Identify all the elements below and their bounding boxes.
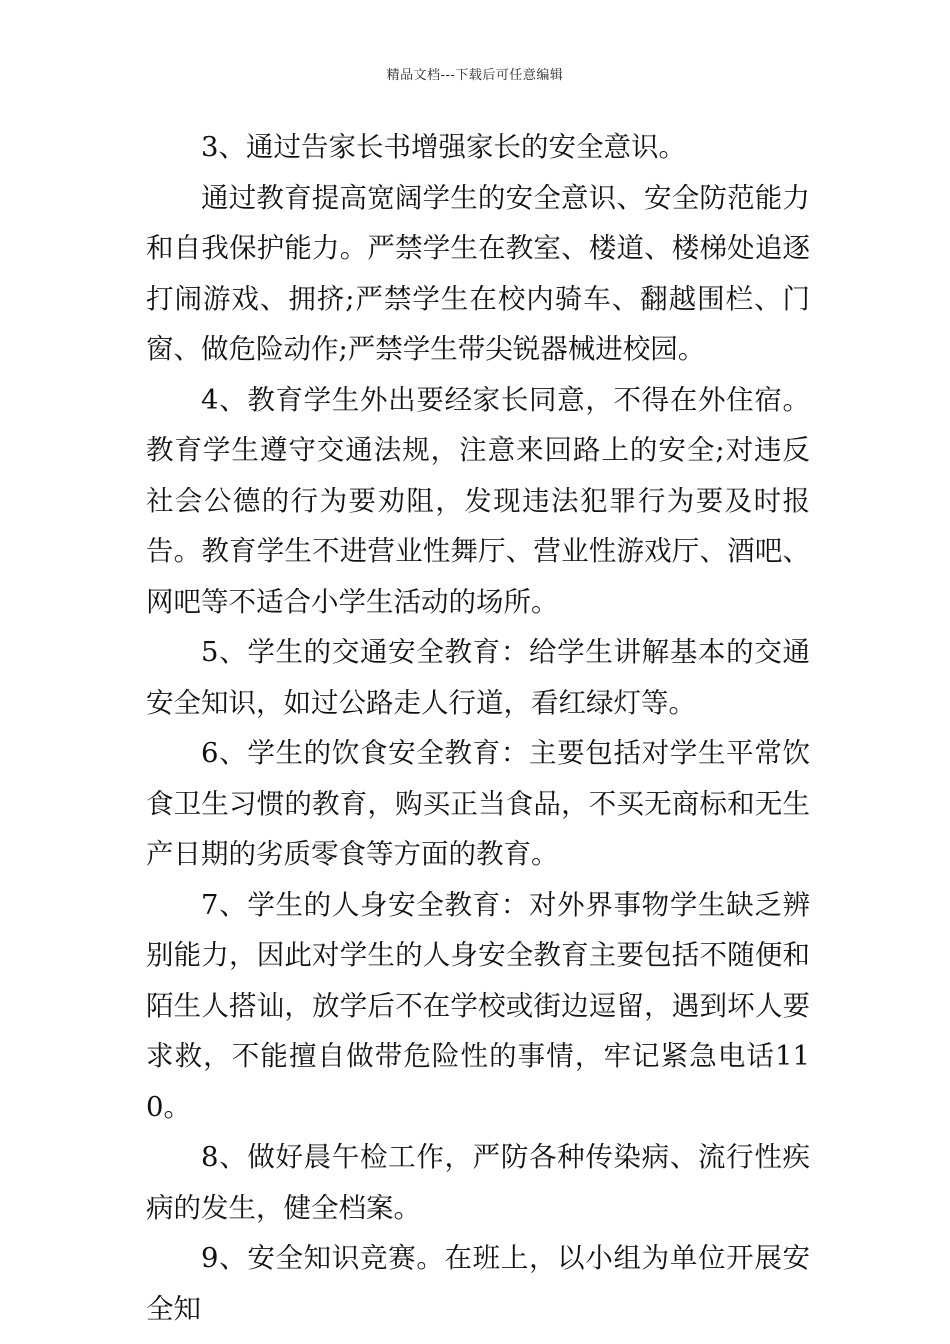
document-body xyxy=(146,122,810,1334)
paragraph-safety-awareness: 通过教育提高宽阔学生的安全意识、安全防范能力和自我保护能力。严禁学生在教室、楼道、楼梯处追逐打闹游戏、拥挤;严禁学生在校内骑车、翻越围栏、门窗、做危险动作;严禁学生带尖锐器械进校园。 xyxy=(146,181,810,365)
page-header: 精品文档---下载后可任意编辑 xyxy=(386,68,564,83)
paragraph-item-5: 5、学生的交通安全教育：给学生讲解基本的交通安全知识，如过公路走人行道，看红绿灯等。 xyxy=(146,636,810,719)
paragraph-item-3: 3、通过告家长书增强家长的安全意识。 xyxy=(201,131,686,163)
paragraph-item-4: 4、教育学生外出要经家长同意，不得在外住宿。教育学生遵守交通法规，注意来回路上的安全;对违反社会公德的行为要劝阻，发现违法犯罪行为要及时报告。教育学生不进营业性舞厅、营业性游戏厅、酒吧、网吧等不适合小学生活动的场所。 xyxy=(146,383,810,618)
paragraph-item-9: 9、安全知识竞赛。在班上，以小组为单位开展安全知 xyxy=(146,1242,810,1325)
paragraph-item-7: 7、学生的人身安全教育：对外界事物学生缺乏辨别能力，因此对学生的人身安全教育主要包括不随便和陌生人搭讪，放学后不在学校或街边逗留，遇到坏人要求救，不能擅自做带危险性的事情，牢记紧急电话110。 xyxy=(146,888,810,1123)
paragraph-item-8: 8、做好晨午检工作，严防各种传染病、流行性疾病的发生，健全档案。 xyxy=(146,1141,810,1224)
paragraph-item-6: 6、学生的饮食安全教育：主要包括对学生平常饮食卫生习惯的教育，购买正当食品，不买无商标和无生产日期的劣质零食等方面的教育。 xyxy=(146,737,810,870)
